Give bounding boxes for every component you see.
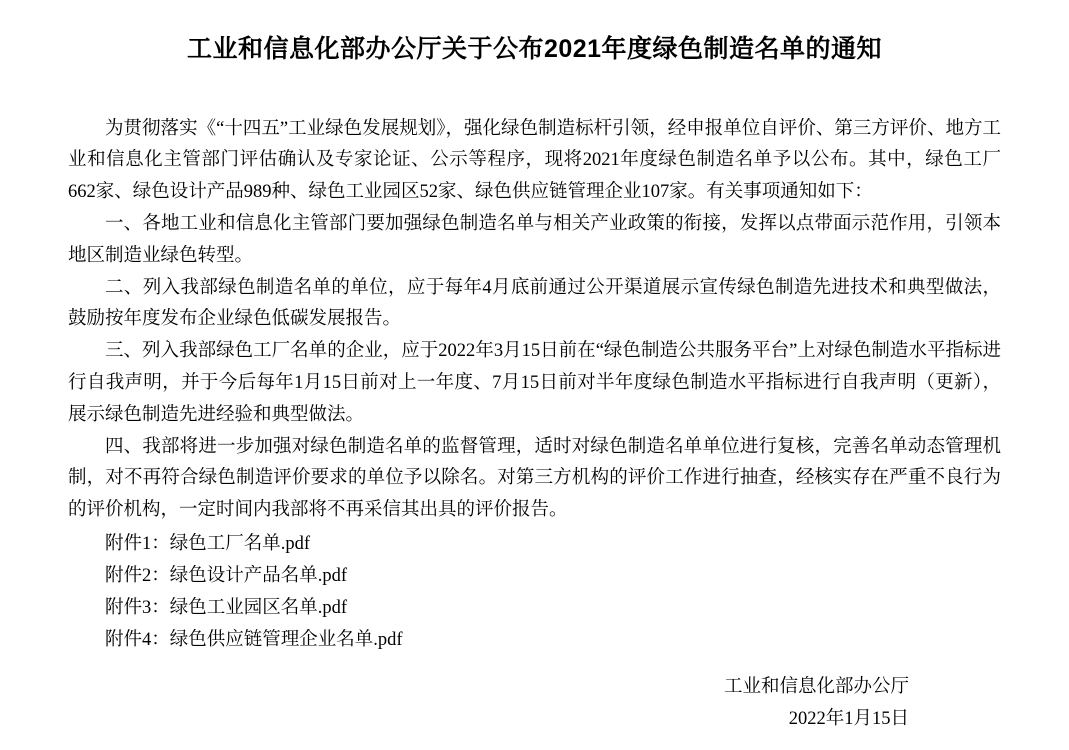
attachment-link-2[interactable]: 附件2：绿色设计产品名单.pdf — [105, 565, 348, 586]
paragraph-item-3: 三、列入我部绿色工厂名单的企业，应于2022年3月15日前在“绿色制造公共服务平台”上对绿色制造水平指标进行自我声明，并于今后每年1月15日前对上一年度、7月15日前对半年度绿色制造水平指标进行自我声明（更新），展示绿色制造先进经验和典型做法。 — [68, 341, 1001, 425]
paragraph-intro: 为贯彻落实《“十四五”工业绿色发展规划》，强化绿色制造标杆引领，经申报单位自评价、第三方评价、地方工业和信息化主管部门评估确认及专家论证、公示等程序，现将2021年度绿色制造名单予以公布。其中，绿色工厂662家、绿色设计产品989种、绿色工业园区52家、绿色供应链管理企业107家。有关事项通知如下： — [68, 118, 1001, 203]
signature-date: 2022年1月15日 — [788, 709, 909, 730]
attachment-list — [68, 529, 1001, 656]
attachment-link-4[interactable]: 附件4：绿色供应链管理企业名单.pdf — [105, 629, 403, 650]
paragraph-item-1: 一、各地工业和信息化主管部门要加强绿色制造名单与相关产业政策的衔接，发挥以点带面示范作用，引领本地区制造业绿色转型。 — [68, 213, 1001, 266]
signature-issuer: 工业和信息化部办公厅 — [723, 677, 909, 698]
attachment-link-1[interactable]: 附件1：绿色工厂名单.pdf — [105, 534, 311, 555]
signature-block — [68, 672, 1001, 736]
attachment-link-3[interactable]: 附件3：绿色工业园区名单.pdf — [105, 597, 348, 618]
paragraph-item-4: 四、我部将进一步加强对绿色制造名单的监督管理，适时对绿色制造名单单位进行复核，完善名单动态管理机制，对不再符合绿色制造评价要求的单位予以除名。对第三方机构的评价工作进行抽查，经核实存在严重不良行为的评价机构，一定时间内我部将不再采信其出具的评价报告。 — [68, 436, 1001, 521]
paragraph-item-2: 二、列入我部绿色制造名单的单位，应于每年4月底前通过公开渠道展示宣传绿色制造先进技术和典型做法，鼓励按年度发布企业绿色低碳发展报告。 — [68, 277, 1001, 330]
document-body — [0, 114, 1069, 736]
page-title: 工业和信息化部办公厅关于公布2021年度绿色制造名单的通知 — [186, 35, 883, 63]
